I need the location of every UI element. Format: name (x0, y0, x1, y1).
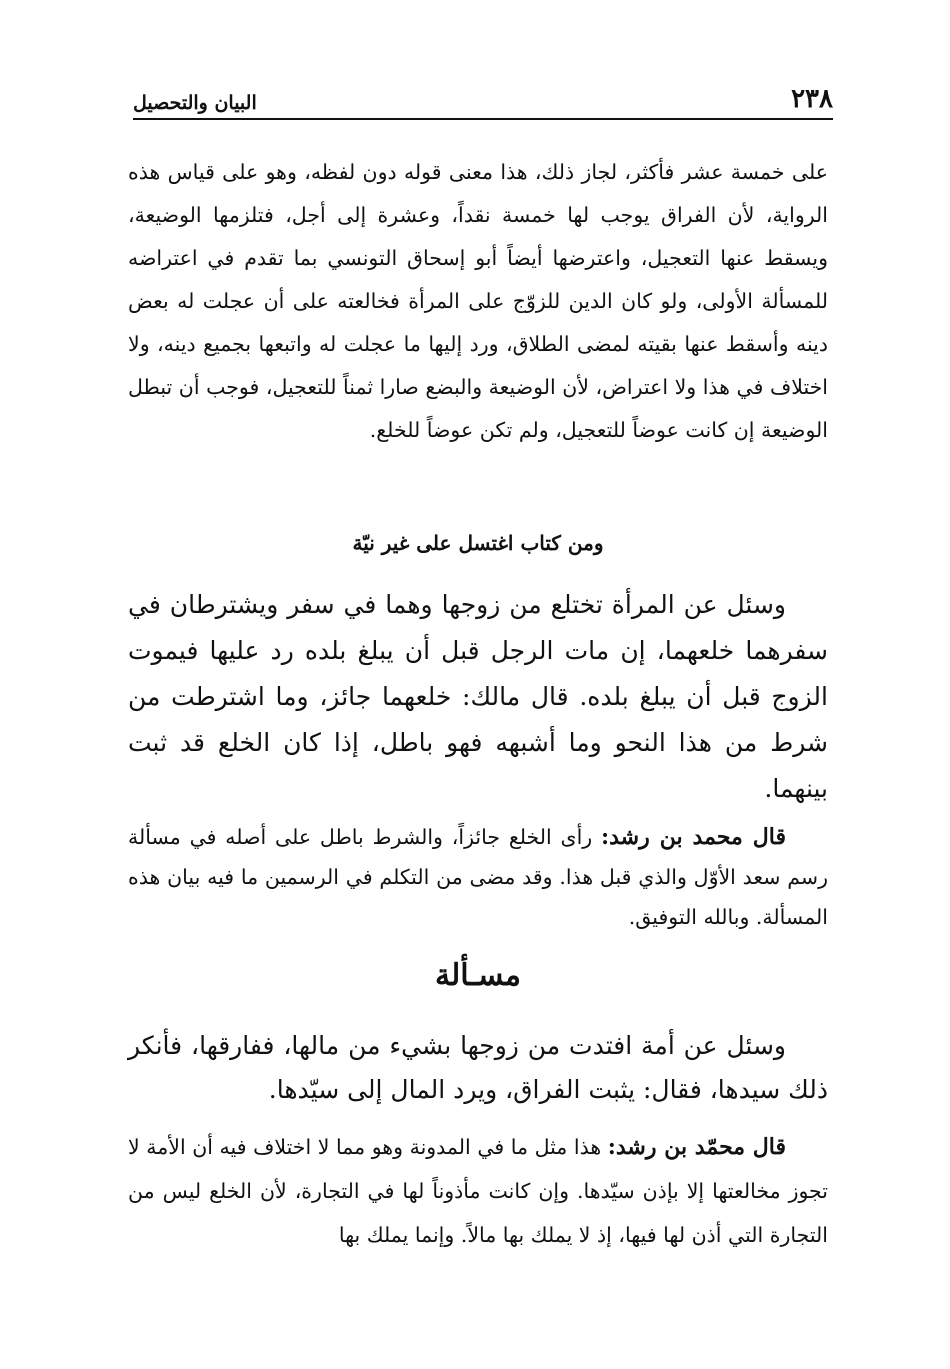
page-number: ٢٣٨ (791, 84, 833, 114)
paragraph-text: هذا مثل ما في المدونة وهو مما لا اختلاف فيه أن الأمة لا تجوز مخالعتها إلا بإذن سيّدها. وإن كانت مأذوناً لها في التجارة، لأن الخلع ليس من التجارة التي أذن لها فيها، إذ لا يملك بها مالاً. وإنما يملك بها (128, 1135, 828, 1247)
speaker-label: قال محمد بن رشد: (601, 824, 786, 850)
paragraph-commentary-continued (128, 151, 828, 452)
page-header (133, 80, 833, 114)
running-title: البيان والتحصيل (133, 92, 257, 114)
paragraph-text: وسئل عن المرأة تختلع من زوجها وهما في سفر ويشترطان في سفرهما خلعهما، إن مات الرجل قبل أن يبلغ بلده رد عليها فيموت الزوج قبل أن يبلغ بلده. قال مالك: خلعهما جائز، وما اشترطت من شرط من هذا النحو وما أشبهه فهو باطل، إذا كان الخلع قد ثبت بينهما. (128, 590, 828, 803)
paragraph-question-1 (128, 582, 828, 812)
section-heading: ومن كتاب اغتسل على غير نيّة (352, 531, 604, 555)
speaker-label: قال محمّد بن رشد: (607, 1134, 786, 1160)
paragraph-text: رأى الخلع جائزاً، والشرط باطل على أصله في مسألة رسم سعد الأوّل والذي قبل هذا. وقد مضى من التكلم في الرسمين ما فيه بيان هذه المسألة. وبالله التوفيق. (128, 825, 828, 929)
paragraph-commentary-1 (128, 817, 828, 937)
paragraph-text: وسئل عن أمة افتدت من زوجها بشيء من مالها، ففارقها، فأنكر ذلك سيدها، فقال: يثبت الفراق، ويرد المال إلى سيّدها. (128, 1031, 828, 1104)
header-rule (133, 118, 833, 120)
paragraph-commentary-2 (128, 1125, 828, 1257)
paragraph-question-2 (128, 1024, 828, 1112)
masala-heading: مسـألة (435, 958, 521, 993)
paragraph-text: على خمسة عشر فأكثر، لجاز ذلك، هذا معنى قوله دون لفظه، وهو على قياس هذه الرواية، لأن الفراق يوجب لها خمسة نقداً، وعشرة إلى أجل، فتلزمها الوضيعة، ويسقط عنها التعجيل، واعترضها أيضاً أبو إسحاق التونسي بما تقدم في اعتراضه للمسألة الأولى، ولو كان الدين للزوّج على المرأة فخالعته على أن عجلت له بعض دينه وأسقط عنها بقيته لمضى الطلاق، ورد إليها ما عجلت له واتبعها بجميع دينه، ولا اختلاف في هذا ولا اعتراض، لأن الوضيعة والبضع صارا ثمناً للتعجيل، فوجب أن تبطل الوضيعة إن كانت عوضاً للتعجيل، ولم تكن عوضاً للخلع. (128, 160, 828, 442)
